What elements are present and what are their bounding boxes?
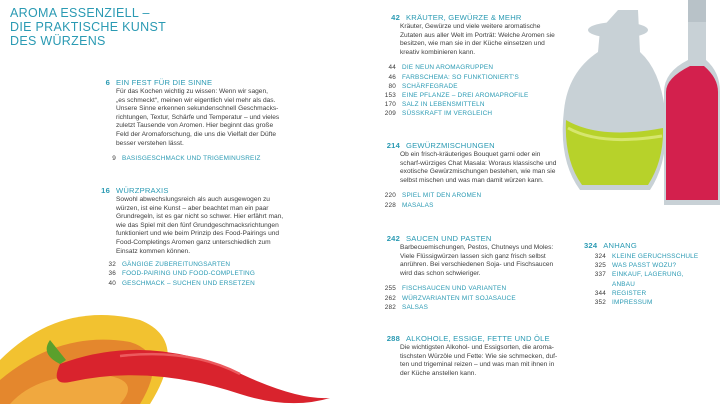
section-page-number: 42 <box>391 13 400 22</box>
section-heading[interactable] <box>374 334 594 344</box>
description-line: Viele Flüssigwürzen lassen sich ganz frisch selbst <box>400 252 546 260</box>
subsection-title: GÄNGIGE ZUBEREITUNGSARTEN <box>122 261 231 269</box>
description-line: anrühren. Bei verschiedenen Soja- und Fischsaucen <box>400 261 554 269</box>
section-heading[interactable] <box>584 241 714 251</box>
description-line: selbst mischen und was man damit würzen kann. <box>400 176 544 184</box>
toc-section-wuerzpraxis <box>84 186 324 288</box>
description-line: „es schmeckt“, meinen wir eigentlich viel mehr als das. <box>116 96 276 104</box>
subsection-list <box>374 63 599 118</box>
description-line: kreativ kombinieren kann. <box>400 48 476 56</box>
subsection-page-number: 209 <box>384 110 396 118</box>
subsection-title: SCHÄRFEGRADE <box>402 82 458 90</box>
description-line: Kräuter, Gewürze und viele weitere aromatische <box>400 23 541 30</box>
section-title: SAUCEN UND PASTEN <box>406 234 492 243</box>
description-line: scharf-würziges Chat Masala: Woraus klassische und <box>400 159 557 167</box>
subsection-page-number: 153 <box>384 91 396 99</box>
subsection-title: FOOD-PAIRING UND FOOD-COMPLETING <box>122 270 256 278</box>
title-line-3: DES WÜRZENS <box>10 34 106 48</box>
section-page-number: 6 <box>105 78 110 87</box>
subsection-item[interactable] <box>374 303 584 312</box>
subsection-item[interactable] <box>94 260 324 269</box>
subsection-item[interactable] <box>374 100 599 109</box>
title-line-2: DIE PRAKTISCHE KUNST <box>10 20 167 34</box>
subsection-page-number: 40 <box>108 279 116 287</box>
subsection-page-number: 262 <box>384 294 396 302</box>
section-title: KRÄUTER, GEWÜRZE & MEHR <box>406 13 522 22</box>
subsection-page-number: 324 <box>594 253 606 260</box>
description-line: Feld der Aromaforschung, die uns die Vielfalt der Düfte <box>116 130 277 138</box>
subsection-title: FISCHSAUCEN UND VARIANTEN <box>402 285 507 293</box>
description-line: Ob ein frisch-kräuteriges Bouquet garni oder ein <box>400 151 541 158</box>
description-line: Für das Kochen wichtig zu wissen: Wenn wir sagen, <box>116 88 268 95</box>
subsection-title: BASISGESCHMACK UND TRIGEMINUSREIZ <box>122 155 261 163</box>
section-heading[interactable] <box>374 13 599 23</box>
subsection-item[interactable] <box>374 109 599 118</box>
section-description <box>374 344 594 378</box>
subsection-title: DIE NEUN AROMAGRUPPEN <box>402 64 494 72</box>
subsection-title: EINKAUF, LAGERUNG, <box>612 271 684 279</box>
subsection-list <box>584 252 714 307</box>
subsection-title: SALZ IN LEBENSMITTELN <box>402 101 485 109</box>
description-line: Grundregeln, ist es gar nicht so schwer. Hier erfährt man, <box>116 213 284 221</box>
section-description <box>84 196 324 256</box>
description-line: zuletzt Tausende von Aromen. Hier beginnt das große <box>116 122 274 130</box>
subsection-page-number: 352 <box>594 299 606 307</box>
subsection-page-number: 337 <box>594 271 606 279</box>
subsection-title: GESCHMACK – SUCHEN UND ERSETZEN <box>122 279 255 287</box>
section-title: GEWÜRZMISCHUNGEN <box>406 141 495 150</box>
section-page-number: 242 <box>386 234 400 243</box>
subsection-title: REGISTER <box>612 289 647 297</box>
spices-illustration <box>0 290 360 404</box>
description-line: der Küche anstellen kann. <box>400 369 477 377</box>
section-page-number: 214 <box>386 141 400 150</box>
toc-section-ein-fest <box>84 78 314 163</box>
subsection-item[interactable] <box>584 289 714 298</box>
description-line: Die wichtigsten Alkohol- und Essigsorten, die aroma- <box>400 344 554 351</box>
section-heading[interactable] <box>374 234 584 244</box>
subsection-item[interactable] <box>374 73 599 82</box>
subsection-title: KLEINE GERUCHSSCHULE <box>612 253 699 260</box>
subsection-item[interactable] <box>374 284 584 293</box>
description-line: wird das schon schwieriger. <box>400 269 481 277</box>
description-line: besser verstehen lässt. <box>116 139 184 147</box>
subsection-list <box>84 154 314 163</box>
subsection-item[interactable] <box>94 269 324 278</box>
description-line: Sowohl abwechslungsreich als auch ausgewogen zu <box>116 196 270 203</box>
description-line: wie das Spiel mit den fünf Grundgeschmacksrichtungen <box>116 221 279 229</box>
section-description <box>374 23 599 57</box>
description-line: richtungen, Textur, Schärfe und Temperatur – und vieles <box>116 113 280 121</box>
section-heading[interactable] <box>84 186 324 196</box>
subsection-title: SPIEL MIT DEN AROMEN <box>402 192 482 200</box>
subsection-title: ANBAU <box>612 280 636 288</box>
toc-section-saucen <box>374 234 584 312</box>
subsection-item[interactable] <box>374 201 584 210</box>
description-line: ten und trigeminal reizen – und was man mit ihnen in <box>400 361 555 369</box>
toc-section-alkohole <box>374 334 594 378</box>
subsection-title: FARBSCHEMA: SO FUNKTIONIERT'S <box>402 73 519 81</box>
section-page-number: 288 <box>386 334 400 343</box>
subsection-title: MASALAS <box>402 201 434 209</box>
subsection-page-number: 255 <box>384 285 396 293</box>
subsection-title: SALSAS <box>402 303 429 311</box>
subsection-page-number: 44 <box>388 64 396 72</box>
subsection-page-number: 32 <box>108 261 116 269</box>
subsection-page-number: 282 <box>384 303 396 311</box>
section-description <box>374 151 584 185</box>
subsection-item[interactable] <box>584 261 714 270</box>
subsection-page-number: 46 <box>388 73 396 81</box>
section-title: WÜRZPRAXIS <box>116 186 169 195</box>
subsection-item[interactable] <box>584 298 714 307</box>
section-description <box>374 244 584 278</box>
subsection-item[interactable] <box>584 252 714 261</box>
subsection-list <box>374 284 584 312</box>
subsection-item[interactable] <box>584 270 714 279</box>
description-line: Barbecuemischungen, Pestos, Chutneys und Moles: <box>400 244 554 251</box>
subsection-title: WAS PASST WOZU? <box>612 262 677 270</box>
description-line: Food-Completings Aromen ganz unterschiedlich zum <box>116 238 271 246</box>
section-title: EIN FEST FÜR DIE SINNE <box>116 78 213 87</box>
subsection-page-number: 80 <box>388 82 396 90</box>
subsection-list <box>84 260 324 288</box>
subsection-list <box>374 191 584 209</box>
subsection-title: EINE PFLANZE – DREI AROMAPROFILE <box>402 91 529 99</box>
description-line: besitzen, wie man sie in der Küche einsetzen und <box>400 40 545 48</box>
section-heading[interactable] <box>374 141 584 151</box>
description-line: Einsatz kommen können. <box>116 247 191 255</box>
subsection-page-number: 170 <box>384 101 396 109</box>
subsection-item[interactable] <box>584 280 714 289</box>
subsection-item[interactable] <box>374 294 584 303</box>
title-line-1: AROMA ESSENZIELL – <box>10 6 150 20</box>
description-line: tischsten Würzöle und Fette: Wie sie schmecken, duf- <box>400 352 558 360</box>
subsection-title: WÜRZVARIANTEN MIT SOJASAUCE <box>402 294 516 302</box>
subsection-page-number: 228 <box>384 201 396 209</box>
subsection-page-number: 9 <box>112 155 116 163</box>
description-line: funktioniert und wie beim Prinzip des Food-Pairings und <box>116 230 280 238</box>
subsection-item[interactable] <box>374 63 599 72</box>
toc-section-kraeuter <box>374 13 599 119</box>
subsection-item[interactable] <box>374 191 584 200</box>
page-title <box>10 6 166 48</box>
section-page-number: 324 <box>584 241 598 250</box>
toc-section-gewuerzmischungen <box>374 141 584 210</box>
subsection-page-number: 325 <box>594 262 606 270</box>
description-line: exotische Gewürzmischungen bestehen, wie man sie <box>400 168 556 176</box>
section-heading[interactable] <box>84 78 314 88</box>
subsection-item[interactable] <box>374 91 599 100</box>
section-title: ALKOHOLE, ESSIGE, FETTE UND ÖLE <box>406 334 550 343</box>
subsection-title: IMPRESSUM <box>612 299 653 307</box>
subsection-title: SÜSSKRAFT IM VERGLEICH <box>402 110 493 118</box>
description-line: Unsere Sinne erkennen sekundenschnell Geschmacks- <box>116 105 279 113</box>
subsection-item[interactable] <box>94 279 324 288</box>
subsection-page-number: 344 <box>594 289 606 297</box>
section-page-number: 16 <box>101 186 110 195</box>
section-title: ANHANG <box>603 241 637 250</box>
toc-section-anhang <box>584 241 714 307</box>
subsection-page-number: 36 <box>108 270 116 278</box>
wine-bottle <box>664 0 720 205</box>
section-description <box>84 88 314 148</box>
subsection-item[interactable] <box>94 154 314 163</box>
description-line: würzen, ist eine Kunst – aber beachtet man ein paar <box>116 204 269 212</box>
description-line: Zutaten aus aller Welt im Porträt: Welche Aromen sie <box>400 31 555 39</box>
subsection-item[interactable] <box>374 82 599 91</box>
subsection-page-number: 220 <box>384 192 396 200</box>
